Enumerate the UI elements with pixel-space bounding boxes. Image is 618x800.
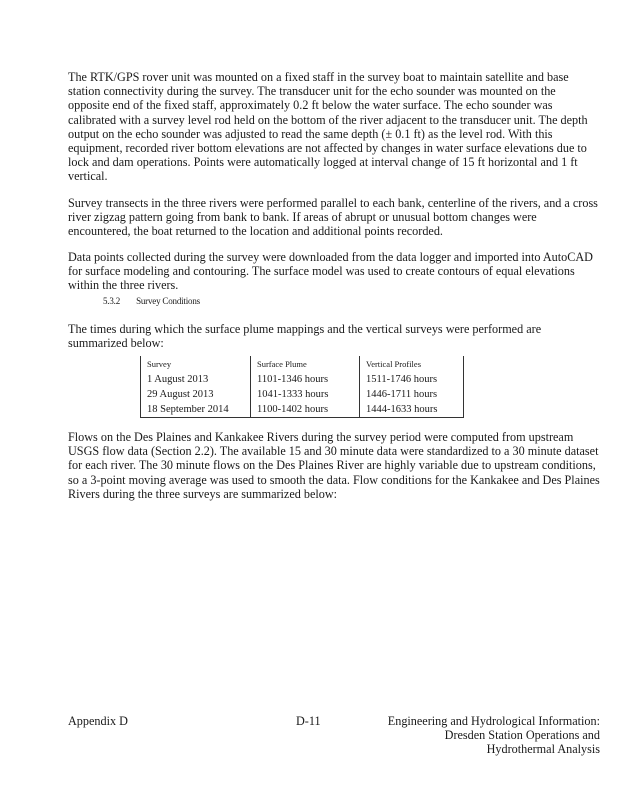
table-cell-survey: 1 August 2013 [141,372,251,387]
survey-times-table [140,356,464,418]
table-header-vertical-profiles: Vertical Profiles [360,356,464,372]
footer-document-title [388,714,600,757]
paragraph-times-intro: The times during which the surface plume mappings and the vertical surveys were performed are summarized below: [68,322,542,351]
paragraph-rtk-gps-setup: The RTK/GPS rover unit was mounted on a fixed staff in the survey boat to maintain satellite and base station connectivity during the survey. The transducer unit for the echo sounder was mounted on the opposite end of the fixed staff, approximately 0.2 ft below the water surface. The echo sounder was calibrated with a survey level rod held on the bottom of the river adjacent to the transducer unit. The depth output on the echo sounder was adjusted to read the same depth (± 0.1 ft) as the level rod. With this equipment, recorded river bottom elevations are not affected by changes in water surface elevations due to lock and dam operations. Points were automatically logged at interval change of 15 ft horizontal and 1 ft vertical. [68,70,588,184]
section-number: 5.3.2 [103,296,121,306]
table-cell-vertical-profiles: 1511-1746 hours [360,372,464,387]
footer-title-line: Hydrothermal Analysis [486,742,600,757]
footer-title-line: Dresden Station Operations and [444,728,600,743]
footer-title-line: Engineering and Hydrological Information: [387,714,600,728]
table-cell-survey: 29 August 2013 [141,387,251,402]
table-cell-surface-plume: 1041-1333 hours [251,387,360,402]
footer-appendix-label: Appendix D [68,714,128,728]
table-cell-survey: 18 September 2014 [141,402,251,418]
footer-page-number: D-11 [296,714,321,728]
table-row [141,387,464,402]
table-header-row [141,356,464,372]
table-header-surface-plume: Surface Plume [251,356,360,372]
table-cell-vertical-profiles: 1444-1633 hours [360,402,464,418]
table-cell-surface-plume: 1101-1346 hours [251,372,360,387]
table-header-survey: Survey [141,356,251,372]
table-row [141,402,464,418]
paragraph-survey-transects: Survey transects in the three rivers were performed parallel to each bank, centerline of the rivers, and a cross river zigzag pattern going from bank to bank. If areas of abrupt or unusual bottom changes were encountered, the boat returned to the location and additional points recorded. [68,196,598,239]
table-cell-vertical-profiles: 1446-1711 hours [360,387,464,402]
table-cell-surface-plume: 1100-1402 hours [251,402,360,418]
section-title: Survey Conditions [136,296,200,306]
section-heading [103,296,214,306]
paragraph-data-processing: Data points collected during the survey were downloaded from the data logger and imported into AutoCAD for surface modeling and contouring. The surface model was used to create contours of equal elevations within the three rivers. [68,250,593,293]
table-row [141,372,464,387]
paragraph-flow-conditions: Flows on the Des Plaines and Kankakee Rivers during the survey period were computed from upstream USGS flow data (Section 2.2). The available 15 and 30 minute data were standardized to a 30 minute dataset for each river. The 30 minute flows on the Des Plaines River are highly variable due to upstream conditions, so a 3-point moving average was used to smooth the data. Flow conditions for the Kankakee and Des Plaines Rivers during the three surveys are summarized below: [68,430,600,501]
